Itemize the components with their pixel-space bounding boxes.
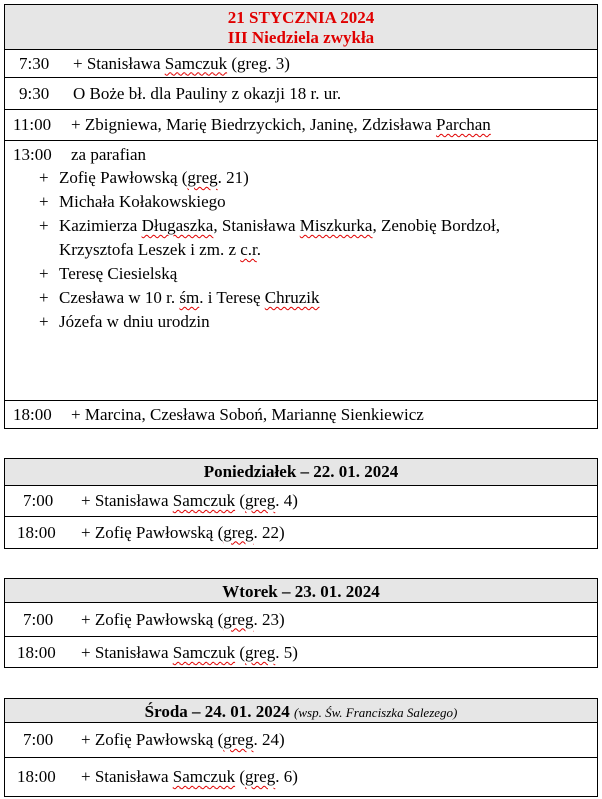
mass-time: 18:00 xyxy=(17,767,56,786)
mass-time: 7:00 xyxy=(23,730,54,749)
sunday-date-title: 21 STYCZNIA 2024 xyxy=(227,8,375,27)
mass-row xyxy=(5,603,597,637)
mass-intention: + Zofię Pawłowską (greg. 22) xyxy=(81,522,285,542)
mass-row xyxy=(5,517,597,548)
tuesday-schedule xyxy=(4,578,598,668)
mass-time: 18:00 xyxy=(17,522,56,542)
sunday-liturgy-title: III Niedziela zwykła xyxy=(227,28,375,47)
mass-time: 7:30 xyxy=(19,53,50,73)
mass-intention: + Stanisława Samczuk (greg. 6) xyxy=(81,767,298,786)
mass-row-parish: 13:00 za parafian + Zofię Pawłowską (greg. 21) + Michała Kołakowskiego + Kazimierza Długaszka, Stanisława Miszkurka, Zenobię Bordzoł, Krzysztofa Leszek i zm. z c.r. + Teresę Ciesielską + Czesława w 10 r. śm. i Teresę Chruzik + Józefa w dniu urodzin xyxy=(5,141,597,401)
mass-intention: + Stanisława Samczuk (greg. 4) xyxy=(81,491,298,510)
mass-intention: + Zbigniewa, Marię Biedrzyckich, Janinę, Zdzisława Parchan xyxy=(71,115,491,134)
mass-row xyxy=(5,78,597,110)
mass-time: 9:30 xyxy=(19,83,50,103)
mass-row xyxy=(5,110,597,141)
tuesday-header: Wtorek – 23. 01. 2024 xyxy=(5,579,597,603)
mass-time: 7:00 xyxy=(23,491,54,510)
mass-intention: + Zofię Pawłowską (greg. 23) xyxy=(81,609,285,629)
mass-time: 13:00 xyxy=(13,145,52,164)
sunday-schedule xyxy=(4,4,598,429)
mass-intention: + Marcina, Czesława Soboń, Mariannę Sienkiewicz xyxy=(71,404,424,424)
mass-row xyxy=(5,401,597,428)
mass-row xyxy=(5,637,597,669)
sunday-header xyxy=(5,5,597,50)
wednesday-schedule xyxy=(4,698,598,797)
wednesday-header xyxy=(5,699,597,723)
mass-time: 11:00 xyxy=(13,115,52,134)
mass-row xyxy=(5,758,597,796)
mass-intention: + Zofię Pawłowską (greg. 24) xyxy=(81,730,285,749)
mass-row xyxy=(5,486,597,517)
mass-intention: O Boże bł. dla Pauliny z okazji 18 r. ur. xyxy=(73,83,342,103)
mass-intention: + Stanisława Samczuk (greg. 3) xyxy=(73,53,290,73)
mass-time: 18:00 xyxy=(13,404,52,424)
mass-time: 7:00 xyxy=(23,609,54,629)
wednesday-note: (wsp. Św. Franciszka Salezego) xyxy=(294,705,458,720)
monday-schedule xyxy=(4,458,598,549)
mass-row xyxy=(5,723,597,758)
wednesday-title: Środa – 24. 01. 2024 xyxy=(144,702,290,721)
mass-row xyxy=(5,50,597,78)
mass-intention: + Stanisława Samczuk (greg. 5) xyxy=(81,643,298,662)
monday-header: Poniedziałek – 22. 01. 2024 xyxy=(5,459,597,486)
mass-intention: za parafian xyxy=(71,145,147,164)
mass-time: 18:00 xyxy=(17,643,56,662)
